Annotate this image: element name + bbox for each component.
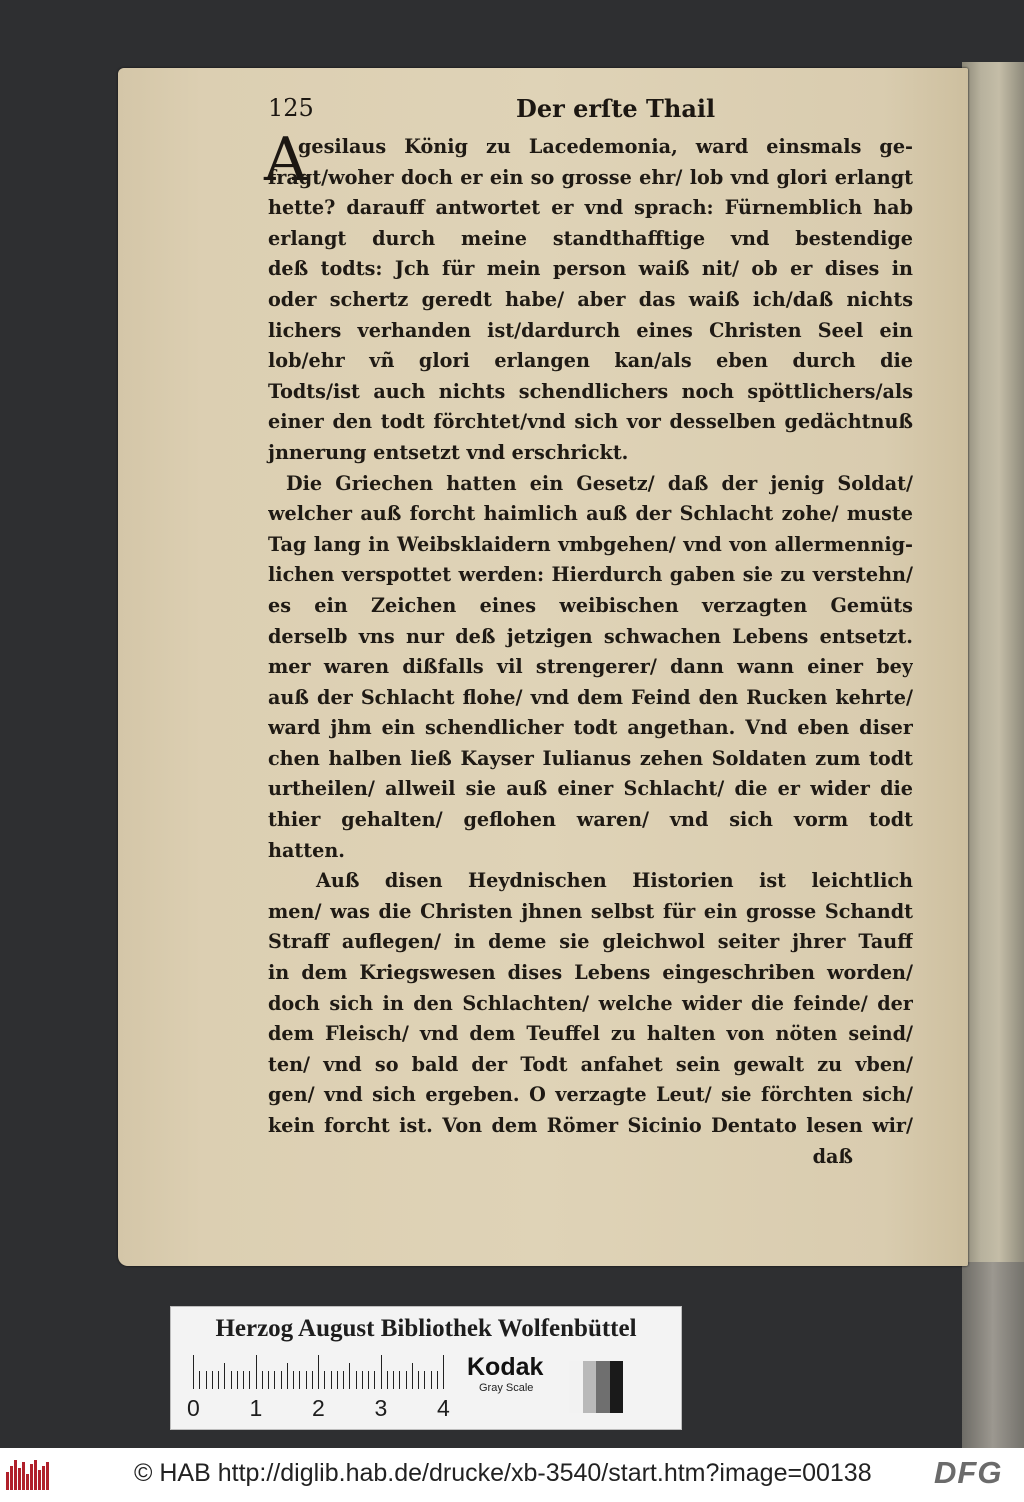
ruler-tick <box>256 1355 257 1389</box>
text-line: gen/ vnd sich ergeben. O verzagte Leut/ sie förchten sich/ <box>268 1083 913 1107</box>
ruler-tick <box>418 1371 419 1389</box>
ruler-tick <box>212 1371 213 1389</box>
text-line: fragt/woher doch er ein so grosse ehr/ lob vnd glori erlangt <box>268 165 913 189</box>
logo-stripe <box>22 1462 25 1490</box>
adjacent-page-shadow <box>962 1262 1024 1448</box>
text-line: Auß disen Heydnischen Historien ist leichtlich <box>316 869 913 893</box>
text-line: Todts/ist auch nichts schendlichers noch spöttlichers/als <box>268 379 913 403</box>
gray-patch <box>596 1361 610 1413</box>
ruler-tick <box>387 1371 388 1389</box>
logo-stripe <box>30 1464 33 1490</box>
text-line: Die Griechen hatten ein Gesetz/ daß der jenig Soldat/ <box>286 471 913 495</box>
gray-patch <box>569 1361 583 1413</box>
ruler-tick <box>381 1355 382 1389</box>
running-title: Der erſte Thail <box>516 94 716 123</box>
ruler-tick <box>443 1355 444 1389</box>
catchword: daß <box>812 1144 853 1168</box>
ruler-tick <box>406 1371 407 1389</box>
logo-stripe <box>14 1460 17 1490</box>
ruler-tick <box>249 1371 250 1389</box>
text-line: lichen verspottet werden: Hierdurch gaben sie zu verstehn/ <box>268 563 913 587</box>
ruler-label: 4 <box>437 1395 450 1421</box>
gray-patch <box>610 1361 624 1413</box>
ruler-tick <box>412 1363 413 1389</box>
text-line: welcher auß forcht haimlich auß der Schlacht zohe/ muste <box>268 502 913 526</box>
ruler-tick <box>237 1371 238 1389</box>
ruler-tick <box>281 1371 282 1389</box>
text-line: es ein Zeichen eines weibischen verzagten Gemüts <box>268 593 913 617</box>
text-line: lob/ehr vñ glori erlangen kan/als eben durch die <box>268 349 913 373</box>
ruler-tick <box>206 1371 207 1389</box>
footer-credit-link[interactable]: © HAB http://diglib.hab.de/drucke/xb-3540/start.htm?image=00138 <box>134 1459 872 1487</box>
logo-stripe <box>42 1466 45 1490</box>
ruler-tick <box>374 1371 375 1389</box>
adjacent-page-edge <box>962 62 1024 1448</box>
text-line: ward jhm ein schendlicher todt angethan. Vnd eben diser <box>268 716 913 740</box>
text-line: Straff auflegen/ in deme sie gleichwol seiter jhrer Tauff <box>268 930 913 954</box>
ruler-tick <box>224 1363 225 1389</box>
text-line: auß der Schlacht flohe/ vnd dem Feind den Rucken kehrte/ <box>268 685 913 709</box>
text-line: erlangt durch meine standthafftige vnd bestendige <box>268 226 913 250</box>
kodak-logo: Kodak <box>467 1353 544 1381</box>
ruler-tick <box>331 1371 332 1389</box>
logo-stripe <box>18 1468 21 1490</box>
ruler-tick <box>343 1371 344 1389</box>
logo-stripe <box>10 1466 13 1490</box>
text-line: in dem Kriegswesen dises Lebens eingeschriben worden/ <box>268 961 913 985</box>
ruler-tick <box>199 1371 200 1389</box>
ruler-tick <box>437 1371 438 1389</box>
ruler-tick <box>337 1371 338 1389</box>
card-title: Herzog August Bibliothek Wolfenbüttel <box>215 1315 637 1342</box>
text-line: deß todts: Jch für mein person waiß nit/ ob er dises in <box>268 257 913 281</box>
text-line: dem Fleisch/ vnd dem Teuffel zu halten von nöten seind/ <box>268 1022 913 1046</box>
ruler-label: 3 <box>374 1395 388 1421</box>
text-line: jnnerung entsetzt vnd erschrickt. <box>268 440 629 464</box>
ruler-tick <box>287 1363 288 1389</box>
ruler-tick <box>368 1371 369 1389</box>
logo-stripe <box>38 1470 41 1490</box>
color-calibration-card <box>170 1306 682 1430</box>
logo-stripe <box>46 1462 49 1490</box>
body-text <box>268 132 913 1172</box>
ruler-tick <box>262 1371 263 1389</box>
ruler-tick <box>431 1371 432 1389</box>
ruler-tick <box>362 1371 363 1389</box>
ruler-tick <box>274 1371 275 1389</box>
text-line: urtheilen/ allweil sie auß einer Schlacht/ die er wider die <box>268 777 913 801</box>
ruler-tick <box>306 1371 307 1389</box>
ruler-scale <box>193 1355 453 1389</box>
text-line: derselb vns nur deß jetzigen schwachen Lebens entsetzt. <box>268 624 913 648</box>
text-line: doch sich in den Schlachten/ welche wider die feinde/ der <box>268 991 913 1015</box>
ruler-tick <box>318 1355 319 1389</box>
page-number: 125 <box>268 94 314 122</box>
logo-stripe <box>6 1472 9 1490</box>
book-page <box>118 68 968 1266</box>
ruler-tick <box>312 1371 313 1389</box>
text-line: einer den todt förchtet/vnd sich vor desselben gedächtnuß <box>268 410 913 434</box>
ruler-tick <box>299 1371 300 1389</box>
ruler-tick <box>193 1355 194 1389</box>
text-line: chen halben ließ Kayser Iulianus zehen Soldaten zum todt <box>268 746 913 770</box>
logo-stripe <box>34 1460 37 1490</box>
ruler-tick <box>356 1371 357 1389</box>
ruler-tick <box>393 1371 394 1389</box>
gray-scale-label: Gray Scale <box>479 1382 534 1394</box>
gray-patches <box>569 1361 623 1413</box>
text-line: oder schertz geredt habe/ aber das waiß ich/daß nichts <box>268 287 913 311</box>
ruler-tick <box>399 1371 400 1389</box>
dfg-logo: DFG <box>934 1455 1003 1490</box>
text-line: hette? darauff antwortet er vnd sprach: Fürnemblich hab <box>268 196 913 220</box>
text-line: lichers verhanden ist/dardurch eines Christen Seel ein <box>268 318 913 342</box>
logo-stripe <box>26 1474 29 1490</box>
text-line: gesilaus König zu Lacedemonia, ward einsmals ge- <box>298 135 913 158</box>
ruler-tick <box>349 1363 350 1389</box>
gray-patch <box>583 1361 597 1413</box>
text-line: thier gehalten/ geflohen waren/ vnd sich vorm todt <box>268 808 913 832</box>
text-line: mer waren dißfalls vil strengerer/ dann wann einer bey <box>268 655 913 679</box>
page-header <box>268 94 888 128</box>
ruler-label: 2 <box>312 1395 325 1421</box>
ruler-tick <box>424 1371 425 1389</box>
ruler-label: 0 <box>187 1395 200 1421</box>
footer-bar <box>0 1448 1024 1502</box>
drop-cap: A <box>264 125 308 195</box>
text-line: hatten. <box>268 838 345 862</box>
text-line: men/ was die Christen jhnen selbst für ein grosse Schandt <box>268 899 913 923</box>
text-line: kein forcht ist. Von dem Römer Sicinio Dentato lesen wir/ <box>268 1114 913 1137</box>
ruler-tick <box>231 1371 232 1389</box>
text-line: ten/ vnd so bald der Todt anfahet sein gewalt zu vben/ <box>268 1052 913 1076</box>
ruler-tick <box>218 1371 219 1389</box>
ruler-tick <box>293 1371 294 1389</box>
ruler-labels <box>187 1395 453 1425</box>
ruler-tick <box>243 1371 244 1389</box>
ruler-tick <box>268 1371 269 1389</box>
hab-logo-icon <box>6 1460 52 1490</box>
ruler-label: 1 <box>249 1395 263 1421</box>
ruler-tick <box>324 1371 325 1389</box>
text-line: Tag lang in Weibsklaidern vmbgehen/ vnd von allermennig- <box>268 532 913 556</box>
